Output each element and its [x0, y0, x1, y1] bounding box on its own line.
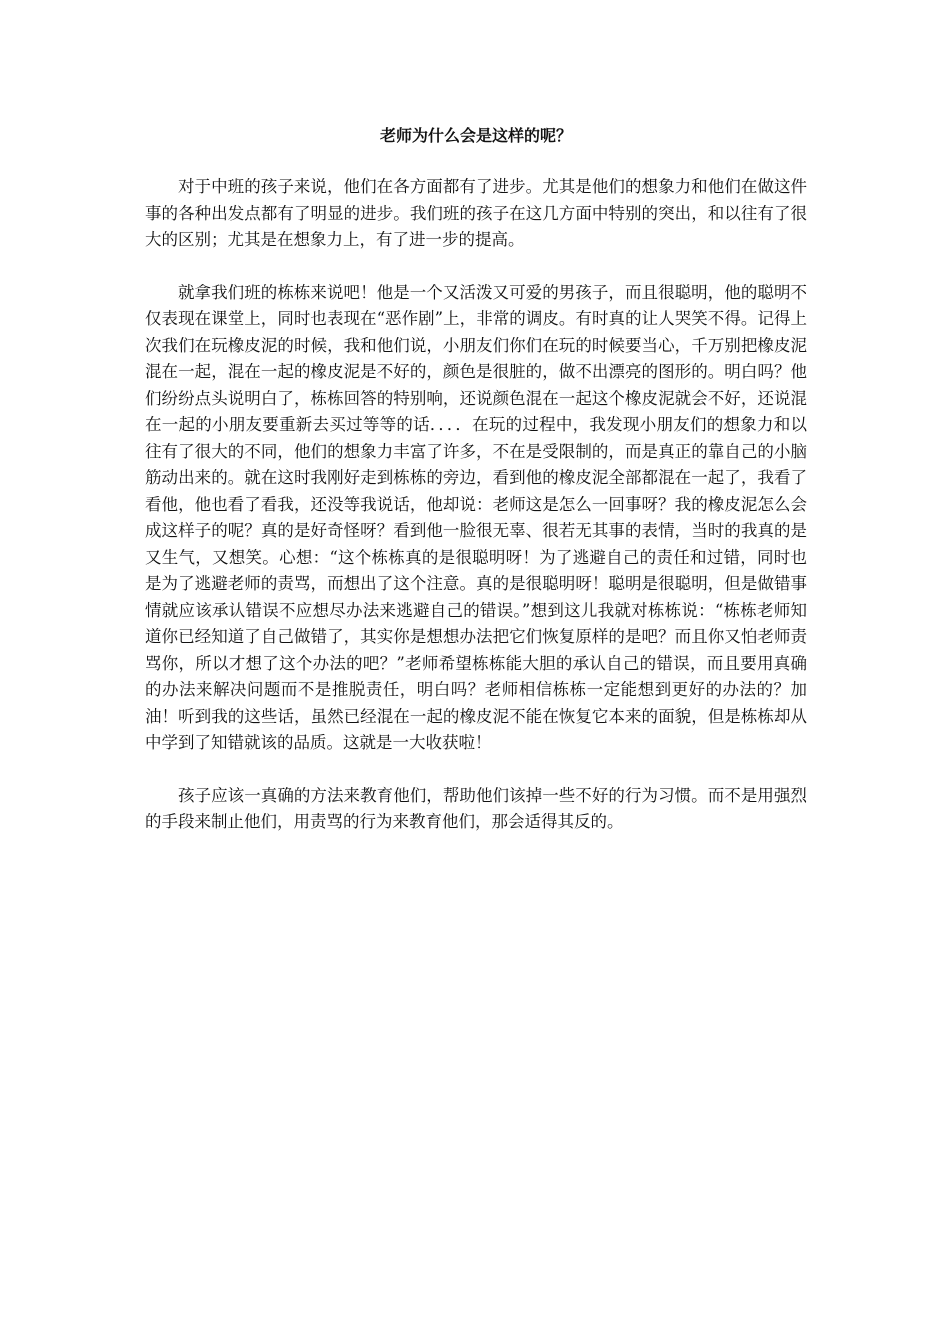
document-title: 老师为什么会是这样的呢？: [379, 126, 572, 145]
paragraph-story: 就拿我们班的栋栋来说吧！他是一个又活泼又可爱的男孩子，而且很聪明，他的聪明不仅表现在课堂上，同时也表现在“恶作剧”上，非常的调皮。有时真的让人哭笑不得。记得上次我们在玩橡皮泥的时候，我和他们说，小朋友们你们在玩的时候要当心，千万别把橡皮泥混在一起，混在一起的橡皮泥是不好的，颜色是很脏的，做不出漂亮的图形的。明白吗？他们纷纷点头说明白了，栋栋回答的特别响，还说颜色混在一起这个橡皮泥就会不好，还说混在一起的小朋友要重新去买过等等的话．．．．在玩的过程中，我发现小朋友们的想象力和以往有了很大的不同，他们的想象力丰富了许多，不在是受限制的，而是真正的靠自己的小脑筋动出来的。就在这时我刚好走到栋栋的旁边，看到他的橡皮泥全部都混在一起了，我看了看他，他也看了看我，还没等我说话，他却说：老师这是怎么一回事呀？我的橡皮泥怎么会成这样子的呢？真的是好奇怪呀？看到他一脸很无辜、很若无其事的表情，当时的我真的是又生气，又想笑。心想：“这个栋栋真的是很聪明呀！为了逃避自己的责任和过错，同时也是为了逃避老师的责骂，而想出了这个注意。真的是很聪明呀！聪明是很聪明，但是做错事情就应该承认错误不应想尽办法来逃避自己的错误。”想到这儿我就对栋栋说：“栋栋老师知道你已经知道了自己做错了，其实你是想想办法把它们恢复原样的是吧？而且你又怕老师责骂你，所以才想了这个办法的吧？”老师希望栋栋能大胆的承认自己的错误，而且要用真确的办法来解决问题而不是推脱责任，明白吗？老师相信栋栋一定能想到更好的办法的？加油！听到我的这些话，虽然已经混在一起的橡皮泥不能在恢复它本来的面貌，但是栋栋却从中学到了知错就该的品质。这就是一大收获啦！: [145, 282, 807, 752]
document-body: [145, 124, 807, 862]
paragraph-intro: 对于中班的孩子来说，他们在各方面都有了进步。尤其是他们的想象力和他们在做这件事的各种出发点都有了明显的进步。我们班的孩子在这几方面中特别的突出，和以往有了很大的区别；尤其是在想象力上，有了进一步的提高。: [145, 177, 807, 249]
paragraph-conclusion: 孩子应该一真确的方法来教育他们，帮助他们该掉一些不好的行为习惯。而不是用强烈的手段来制止他们，用责骂的行为来教育他们，那会适得其反的。: [145, 785, 807, 831]
